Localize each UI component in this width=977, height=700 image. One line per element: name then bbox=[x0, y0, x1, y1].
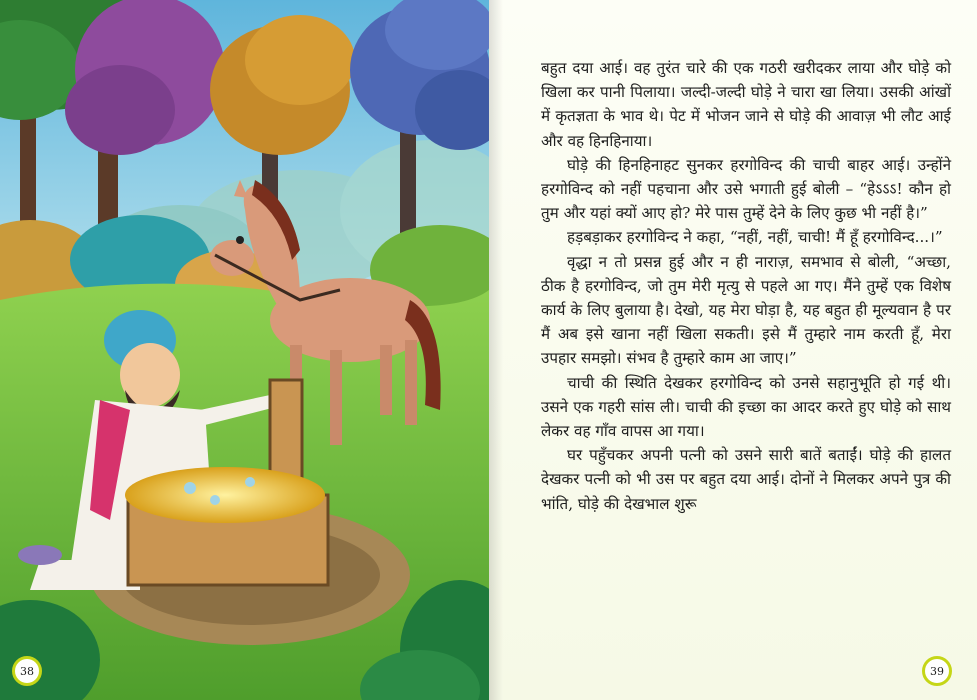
paragraph-2: घोड़े की हिनहिनाहट सुनकर हरगोविन्द की चाची बाहर आई। उन्होंने हरगोविन्द को नहीं पहचाना और उसे भगाती हुई बोली – “हेऽऽऽ! कौन हो तुम और यहां क्यों आए हो? मेरे पास तुम्हें देने के लिए कुछ भी नहीं है।” bbox=[541, 155, 951, 223]
paragraph-1: बहुत दया आई। वह तुरंत चारे की एक गठरी खरीदकर लाया और घोड़े को खिला कर पानी पिलाया। जल्दी-जल्दी घोड़े ने चारा खा लिया। उसकी आंखों में कृतज्ञता के भाव थे। पेट में भोजन जाने से घोड़े की आवाज़ भी लौट आई और वह हिनहिनाया। bbox=[541, 59, 951, 150]
paragraph-5: चाची की स्थिति देखकर हरगोविन्द को उनसे सहानुभूति हो गई थी। उसने एक गहरी सांस ली। चाची की इच्छा का आदर करते हुए घोड़े को साथ लेकर वह गाँव वापस आ गया। bbox=[541, 373, 951, 441]
paragraph-3: हड़बड़ाकर हरगोविन्द ने कहा, “नहीं, नहीं, चाची! मैं हूँ हरगोविन्द...।” bbox=[567, 228, 943, 247]
page-number-text: 39 bbox=[930, 664, 944, 678]
right-page-text bbox=[489, 0, 977, 700]
paragraph-6: घर पहुँचकर अपनी पत्नी को उसने सारी बातें बताईं। घोड़े की हालत देखकर पत्नी को भी उस पर बहुत दया आई। दोनों ने मिलकर अपने पुत्र की भांति, घोड़े की देखभाल शुरू bbox=[541, 446, 951, 513]
page-number-right bbox=[922, 656, 952, 686]
paragraph-4: वृद्धा न तो प्रसन्न हुई और न ही नाराज़, समभाव से बोली, “अच्छा, ठीक है हरगोविन्द, जो तुम मेरी मृत्यु से पहले आ गए। मैंने तुम्हें एक विशेष कार्य के लिए बुलाया है। देखो, यह मेरा घोड़ा है, यह बहुत ही मूल्यवान है पर मैं अब इसे खाना नहीं खिला सकती। इसे मैं तुम्हारे नाम करती हूँ, मेरा उपहार समझो। संभव है तुम्हारे काम आ जाए।” bbox=[541, 252, 951, 368]
page-number-left bbox=[12, 656, 42, 686]
story-text bbox=[541, 56, 951, 516]
page-number-text: 38 bbox=[20, 664, 34, 678]
